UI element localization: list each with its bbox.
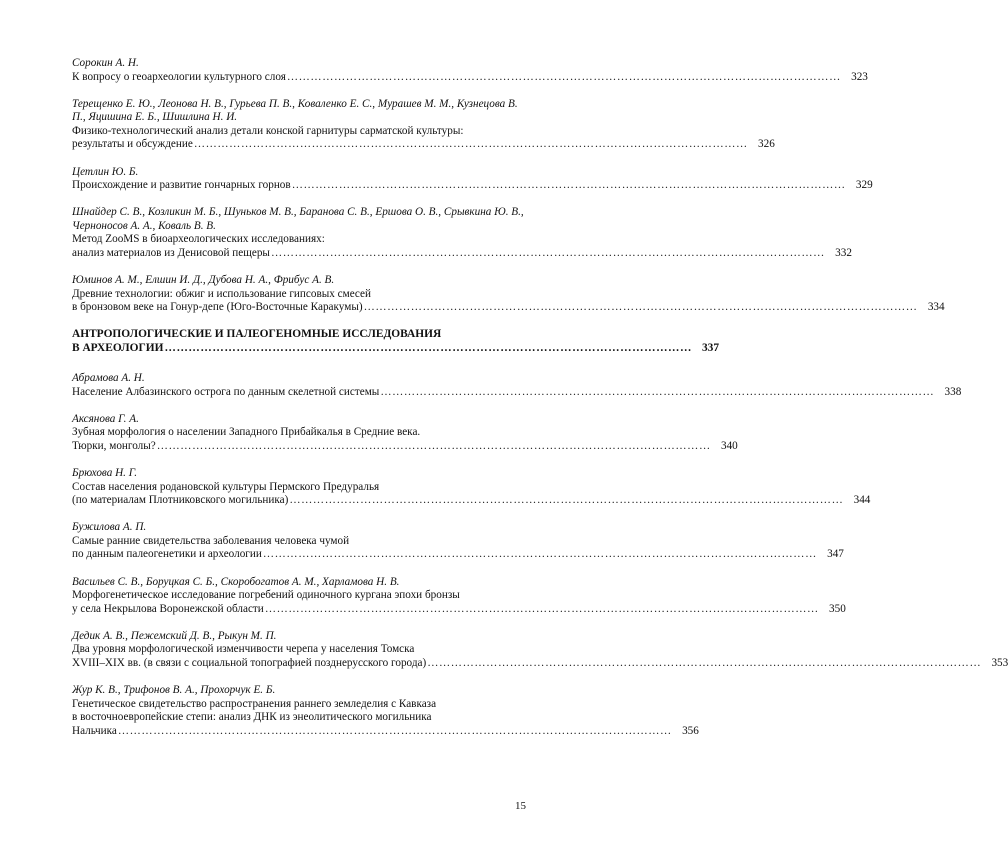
entry-authors: Брюхова Н. Г. <box>72 466 138 479</box>
toc-entry <box>72 684 699 738</box>
entry-title-last-line <box>72 179 873 193</box>
entry-title-line: Два уровня морфологической изменчивости черепа у населения Томска <box>72 643 415 656</box>
entry-authors: Цетлин Ю. Б. <box>72 165 139 178</box>
entry-title-line: Самые ранние свидетельства заболевания человека чумой <box>72 534 350 547</box>
entry-title-last-line <box>72 548 844 562</box>
entry-page-number: 334 <box>927 301 945 314</box>
entry-title-last-line <box>72 301 945 315</box>
entry-title-text: в бронзовом веке на Гонур-депе (Юго-Восточные Каракумы) <box>72 301 363 314</box>
entry-title-text: Население Албазинского острога по данным скелетной системы <box>72 385 380 398</box>
leader-dots: …………………………………………………………………………………………………………………………… <box>117 724 672 737</box>
toc-entry <box>72 412 738 454</box>
entry-title-last-line <box>72 724 699 739</box>
toc-entry <box>72 372 962 399</box>
entry-title-last-line <box>72 385 962 400</box>
entry-title-text: результаты и обсуждение <box>72 138 193 151</box>
toc-group-main <box>72 57 945 315</box>
toc-entry <box>72 57 868 84</box>
leader-dots: …………………………………………………………………………………………………………………………… <box>286 70 841 83</box>
toc-entry <box>72 274 945 315</box>
toc-entry <box>72 575 846 617</box>
entry-authors: Дедик А. В., Пежемский Д. В., Рыкун М. П. <box>72 629 277 642</box>
entry-authors: Терещенко Е. Ю., Леонова Н. В., Гурьева П. В., Коваленко Е. С., Мурашев М. М., Кузнецова В. П., Яцишина Е. Б., Шишлина Н. И. <box>72 97 518 124</box>
table-of-contents <box>72 57 1008 752</box>
entry-authors: Сорокин А. Н. <box>72 57 139 69</box>
entry-title-text: К вопросу о геоархеологии культурного слоя <box>72 70 286 83</box>
entry-page-number: 350 <box>829 602 846 615</box>
section-title-line-2 <box>72 342 720 356</box>
toc-entry <box>72 206 852 260</box>
entry-page-number: 323 <box>851 70 868 83</box>
toc-entry <box>72 97 775 152</box>
entry-title-text: Нальчика <box>72 724 117 737</box>
entry-authors: Абрамова А. Н. <box>72 372 145 384</box>
entry-title-text: (по материалам Плотниковского могильника) <box>72 494 289 507</box>
leader-dots: …………………………………………………………………………………………………………………… <box>164 342 693 355</box>
toc-entry <box>72 521 844 562</box>
entry-authors: Бужилова А. П. <box>72 521 147 534</box>
entry-title-last-line <box>72 138 775 152</box>
entry-page-number: 338 <box>944 385 962 398</box>
entry-authors: Жур К. В., Трифонов В. А., Прохорчук Е. Б. <box>72 684 276 697</box>
entry-page-number: 356 <box>682 724 699 737</box>
toc-entry <box>72 466 871 508</box>
entry-title-text: Происхождение и развитие гончарных горнов <box>72 179 291 192</box>
entry-title-text: анализ материалов из Денисовой пещеры <box>72 247 270 260</box>
section-page-number: 337 <box>701 342 720 355</box>
entry-title-last-line <box>72 494 871 508</box>
entry-title-line: Зубная морфология о населении Западного Прибайкалья в Средние века. <box>72 426 421 439</box>
section-title-text: В АРХЕОЛОГИИ <box>72 342 164 355</box>
entry-title-last-line <box>72 70 868 85</box>
entry-title-text: Тюрки, монголы? <box>72 439 156 452</box>
entry-title-line: в восточноевропейские степи: анализ ДНК из энеолитического могильника <box>72 711 432 724</box>
section-heading <box>72 328 720 356</box>
entry-title-line: Морфогенетическое исследование погребений одиночного кургана эпохи бронзы <box>72 589 460 602</box>
entry-page-number: 340 <box>720 439 738 452</box>
entry-page-number: 344 <box>853 494 871 507</box>
leader-dots: …………………………………………………………………………………………………………………………… <box>289 494 844 507</box>
entry-authors: Васильев С. В., Боруцкая С. Б., Скоробогатов А. М., Харламова Н. В. <box>72 575 400 588</box>
section-title-line-1: АНТРОПОЛОГИЧЕСКИЕ И ПАЛЕОГЕНОМНЫЕ ИССЛЕДОВАНИЯ <box>72 328 442 341</box>
entry-title-last-line <box>72 439 738 454</box>
entry-title-text: XVIII–XIX вв. (в связи с социальной топографией позднерусского города) <box>72 657 427 669</box>
entry-title-line: Физико-технологический анализ детали конской гарнитуры сарматской культуры: <box>72 124 464 137</box>
entry-title-line: Древние технологии: обжиг и использование гипсовых смесей <box>72 287 371 300</box>
leader-dots: …………………………………………………………………………………………………………………………… <box>363 301 918 314</box>
entry-title-line: Метод ZooMS в биоархеологических исследованиях: <box>72 233 325 246</box>
leader-dots: …………………………………………………………………………………………………………………………… <box>156 439 711 452</box>
leader-dots: …………………………………………………………………………………………………………………………… <box>291 179 846 192</box>
entry-title-last-line <box>72 657 1008 671</box>
entry-title-line: Состав населения родановской культуры Пермского Предуралья <box>72 480 380 493</box>
leader-dots: …………………………………………………………………………………………………………………………… <box>427 657 982 669</box>
entry-authors: Аксянова Г. А. <box>72 412 139 425</box>
entry-title-text: у села Некрылова Воронежской области <box>72 602 264 615</box>
entry-page-number: 329 <box>855 179 873 192</box>
leader-dots: …………………………………………………………………………………………………………………………… <box>380 385 935 398</box>
page-number: 15 <box>515 800 526 812</box>
entry-title-text: по данным палеогенетики и археологии <box>72 548 262 561</box>
entry-authors: Юминов А. М., Елшин И. Д., Дубова Н. А., Фрибус А. В. <box>72 274 335 287</box>
entry-title-line: Генетическое свидетельство распространения раннего земледелия с Кавказа <box>72 697 437 710</box>
leader-dots: …………………………………………………………………………………………………………………………… <box>264 602 819 615</box>
entry-page-number: 332 <box>835 247 852 260</box>
leader-dots: …………………………………………………………………………………………………………………………… <box>270 247 825 260</box>
leader-dots: …………………………………………………………………………………………………………………………… <box>262 548 817 561</box>
entry-authors: Шнайдер С. В., Козликин М. Б., Шуньков М. В., Баранова С. В., Ершова О. В., Срывкина Ю. В., Черноносов А. А., Коваль В. В. <box>72 206 524 232</box>
toc-entry <box>72 165 873 193</box>
toc-entry <box>72 629 1008 671</box>
entry-page-number: 326 <box>758 138 775 151</box>
entry-page-number: 353 <box>991 657 1008 669</box>
leader-dots: …………………………………………………………………………………………………………………………… <box>193 138 748 151</box>
entry-title-last-line <box>72 602 846 617</box>
entry-page-number: 347 <box>827 548 844 561</box>
entry-title-last-line <box>72 247 852 261</box>
toc-group-anthropology <box>72 372 1008 738</box>
